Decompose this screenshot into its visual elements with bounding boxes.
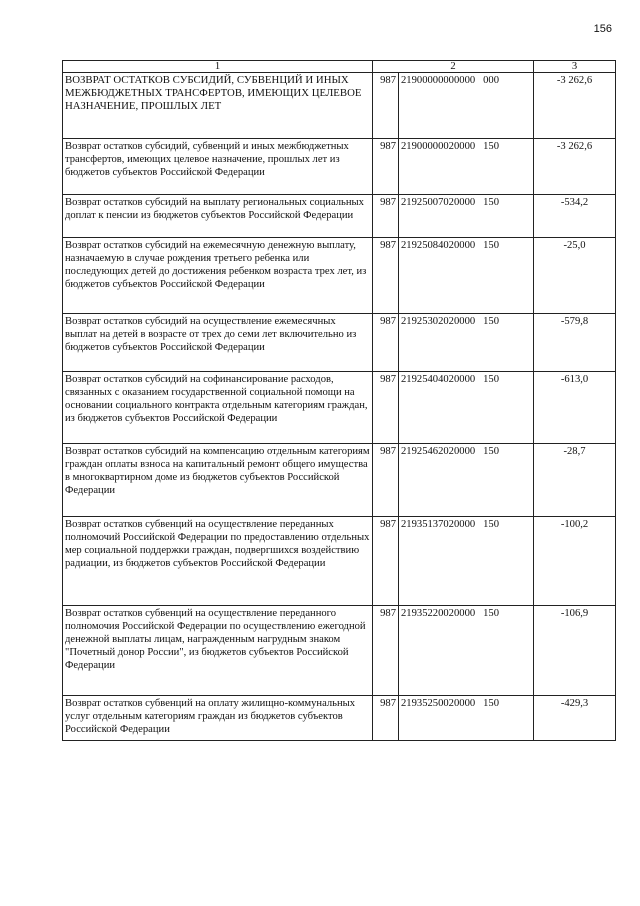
row-name: Возврат остатков субсидий на выплату региональных социальных доплат к пенсии из бюджетов субъектов Российской Федерации	[63, 195, 373, 238]
row-budget-code: 21925007020000 150	[399, 195, 534, 238]
table-header-row	[63, 61, 616, 73]
row-admin-code: 987	[373, 195, 399, 238]
page-number: 156	[593, 23, 612, 35]
row-admin-code: 987	[373, 444, 399, 517]
row-amount: -579,8	[534, 314, 616, 372]
row-name: Возврат остатков субвенций на оплату жилищно-коммунальных услуг отдельным категориям граждан из бюджетов субъектов Российской Федерации	[63, 696, 373, 741]
table-row	[63, 238, 616, 314]
row-amount: -429,3	[534, 696, 616, 741]
table-row	[63, 444, 616, 517]
row-admin-code: 987	[373, 517, 399, 606]
row-amount: -534,2	[534, 195, 616, 238]
row-admin-code: 987	[373, 139, 399, 195]
row-admin-code: 987	[373, 372, 399, 444]
row-amount: -100,2	[534, 517, 616, 606]
row-name: Возврат остатков субсидий, субвенций и иных межбюджетных трансфертов, имеющих целевое назначение, прошлых лет из бюджетов субъектов Российской Федерации	[63, 139, 373, 195]
row-amount: -3 262,6	[534, 139, 616, 195]
row-admin-code: 987	[373, 73, 399, 139]
table-row	[63, 139, 616, 195]
row-budget-code: 21900000020000 150	[399, 139, 534, 195]
table-row	[63, 195, 616, 238]
row-name: Возврат остатков субсидий на осуществление ежемесячных выплат на детей в возрасте от трех до семи лет включительно из бюджетов субъектов Российской Федерации	[63, 314, 373, 372]
row-budget-code: 21925404020000 150	[399, 372, 534, 444]
row-name: Возврат остатков субсидий на компенсацию отдельным категориям граждан оплаты взноса на капитальный ремонт общего имущества в многоквартирном доме из бюджетов субъектов Российской Федерации	[63, 444, 373, 517]
row-name: Возврат остатков субвенций на осуществление переданного полномочия Российской Федерации по осуществлению ежегодной денежной выплаты лицам, награжденным нагрудным знаком "Почетный донор России", из бюджетов субъектов Российской Федерации	[63, 606, 373, 696]
budget-table	[62, 60, 616, 741]
row-amount: -106,9	[534, 606, 616, 696]
row-admin-code: 987	[373, 314, 399, 372]
row-admin-code: 987	[373, 696, 399, 741]
row-budget-code: 21935250020000 150	[399, 696, 534, 741]
row-admin-code: 987	[373, 238, 399, 314]
row-name: Возврат остатков субсидий на софинансирование расходов, связанных с оказанием государственной социальной помощи на основании социального контракта отдельным категориям граждан, из бюджетов субъектов Российской Федерации	[63, 372, 373, 444]
row-name: ВОЗВРАТ ОСТАТКОВ СУБСИДИЙ, СУБВЕНЦИЙ И ИНЫХ МЕЖБЮДЖЕТНЫХ ТРАНСФЕРТОВ, ИМЕЮЩИХ ЦЕЛЕВОЕ НАЗНАЧЕНИЕ, ПРОШЛЫХ ЛЕТ	[63, 73, 373, 139]
table-row	[63, 606, 616, 696]
column-header-1: 1	[63, 61, 373, 73]
table-row	[63, 372, 616, 444]
row-amount: -3 262,6	[534, 73, 616, 139]
row-budget-code: 21925084020000 150	[399, 238, 534, 314]
row-budget-code: 21925462020000 150	[399, 444, 534, 517]
row-budget-code: 21900000000000 000	[399, 73, 534, 139]
row-amount: -613,0	[534, 372, 616, 444]
row-budget-code: 21935220020000 150	[399, 606, 534, 696]
table-row	[63, 696, 616, 741]
row-name: Возврат остатков субвенций на осуществление переданных полномочий Российской Федерации по предоставлению отдельных мер социальной поддержки граждан, подвергшихся воздействию радиации, из бюджетов субъектов Российской Федерации	[63, 517, 373, 606]
column-header-2: 2	[373, 61, 534, 73]
row-admin-code: 987	[373, 606, 399, 696]
row-budget-code: 21935137020000 150	[399, 517, 534, 606]
table-row	[63, 314, 616, 372]
row-amount: -28,7	[534, 444, 616, 517]
row-name: Возврат остатков субсидий на ежемесячную денежную выплату, назначаемую в случае рождения третьего ребенка или последующих детей до достижения ребенком возраста трех лет, из бюджетов субъектов Российской Федерации	[63, 238, 373, 314]
row-budget-code: 21925302020000 150	[399, 314, 534, 372]
table-row	[63, 517, 616, 606]
table-row	[63, 73, 616, 139]
column-header-3: 3	[534, 61, 616, 73]
row-amount: -25,0	[534, 238, 616, 314]
